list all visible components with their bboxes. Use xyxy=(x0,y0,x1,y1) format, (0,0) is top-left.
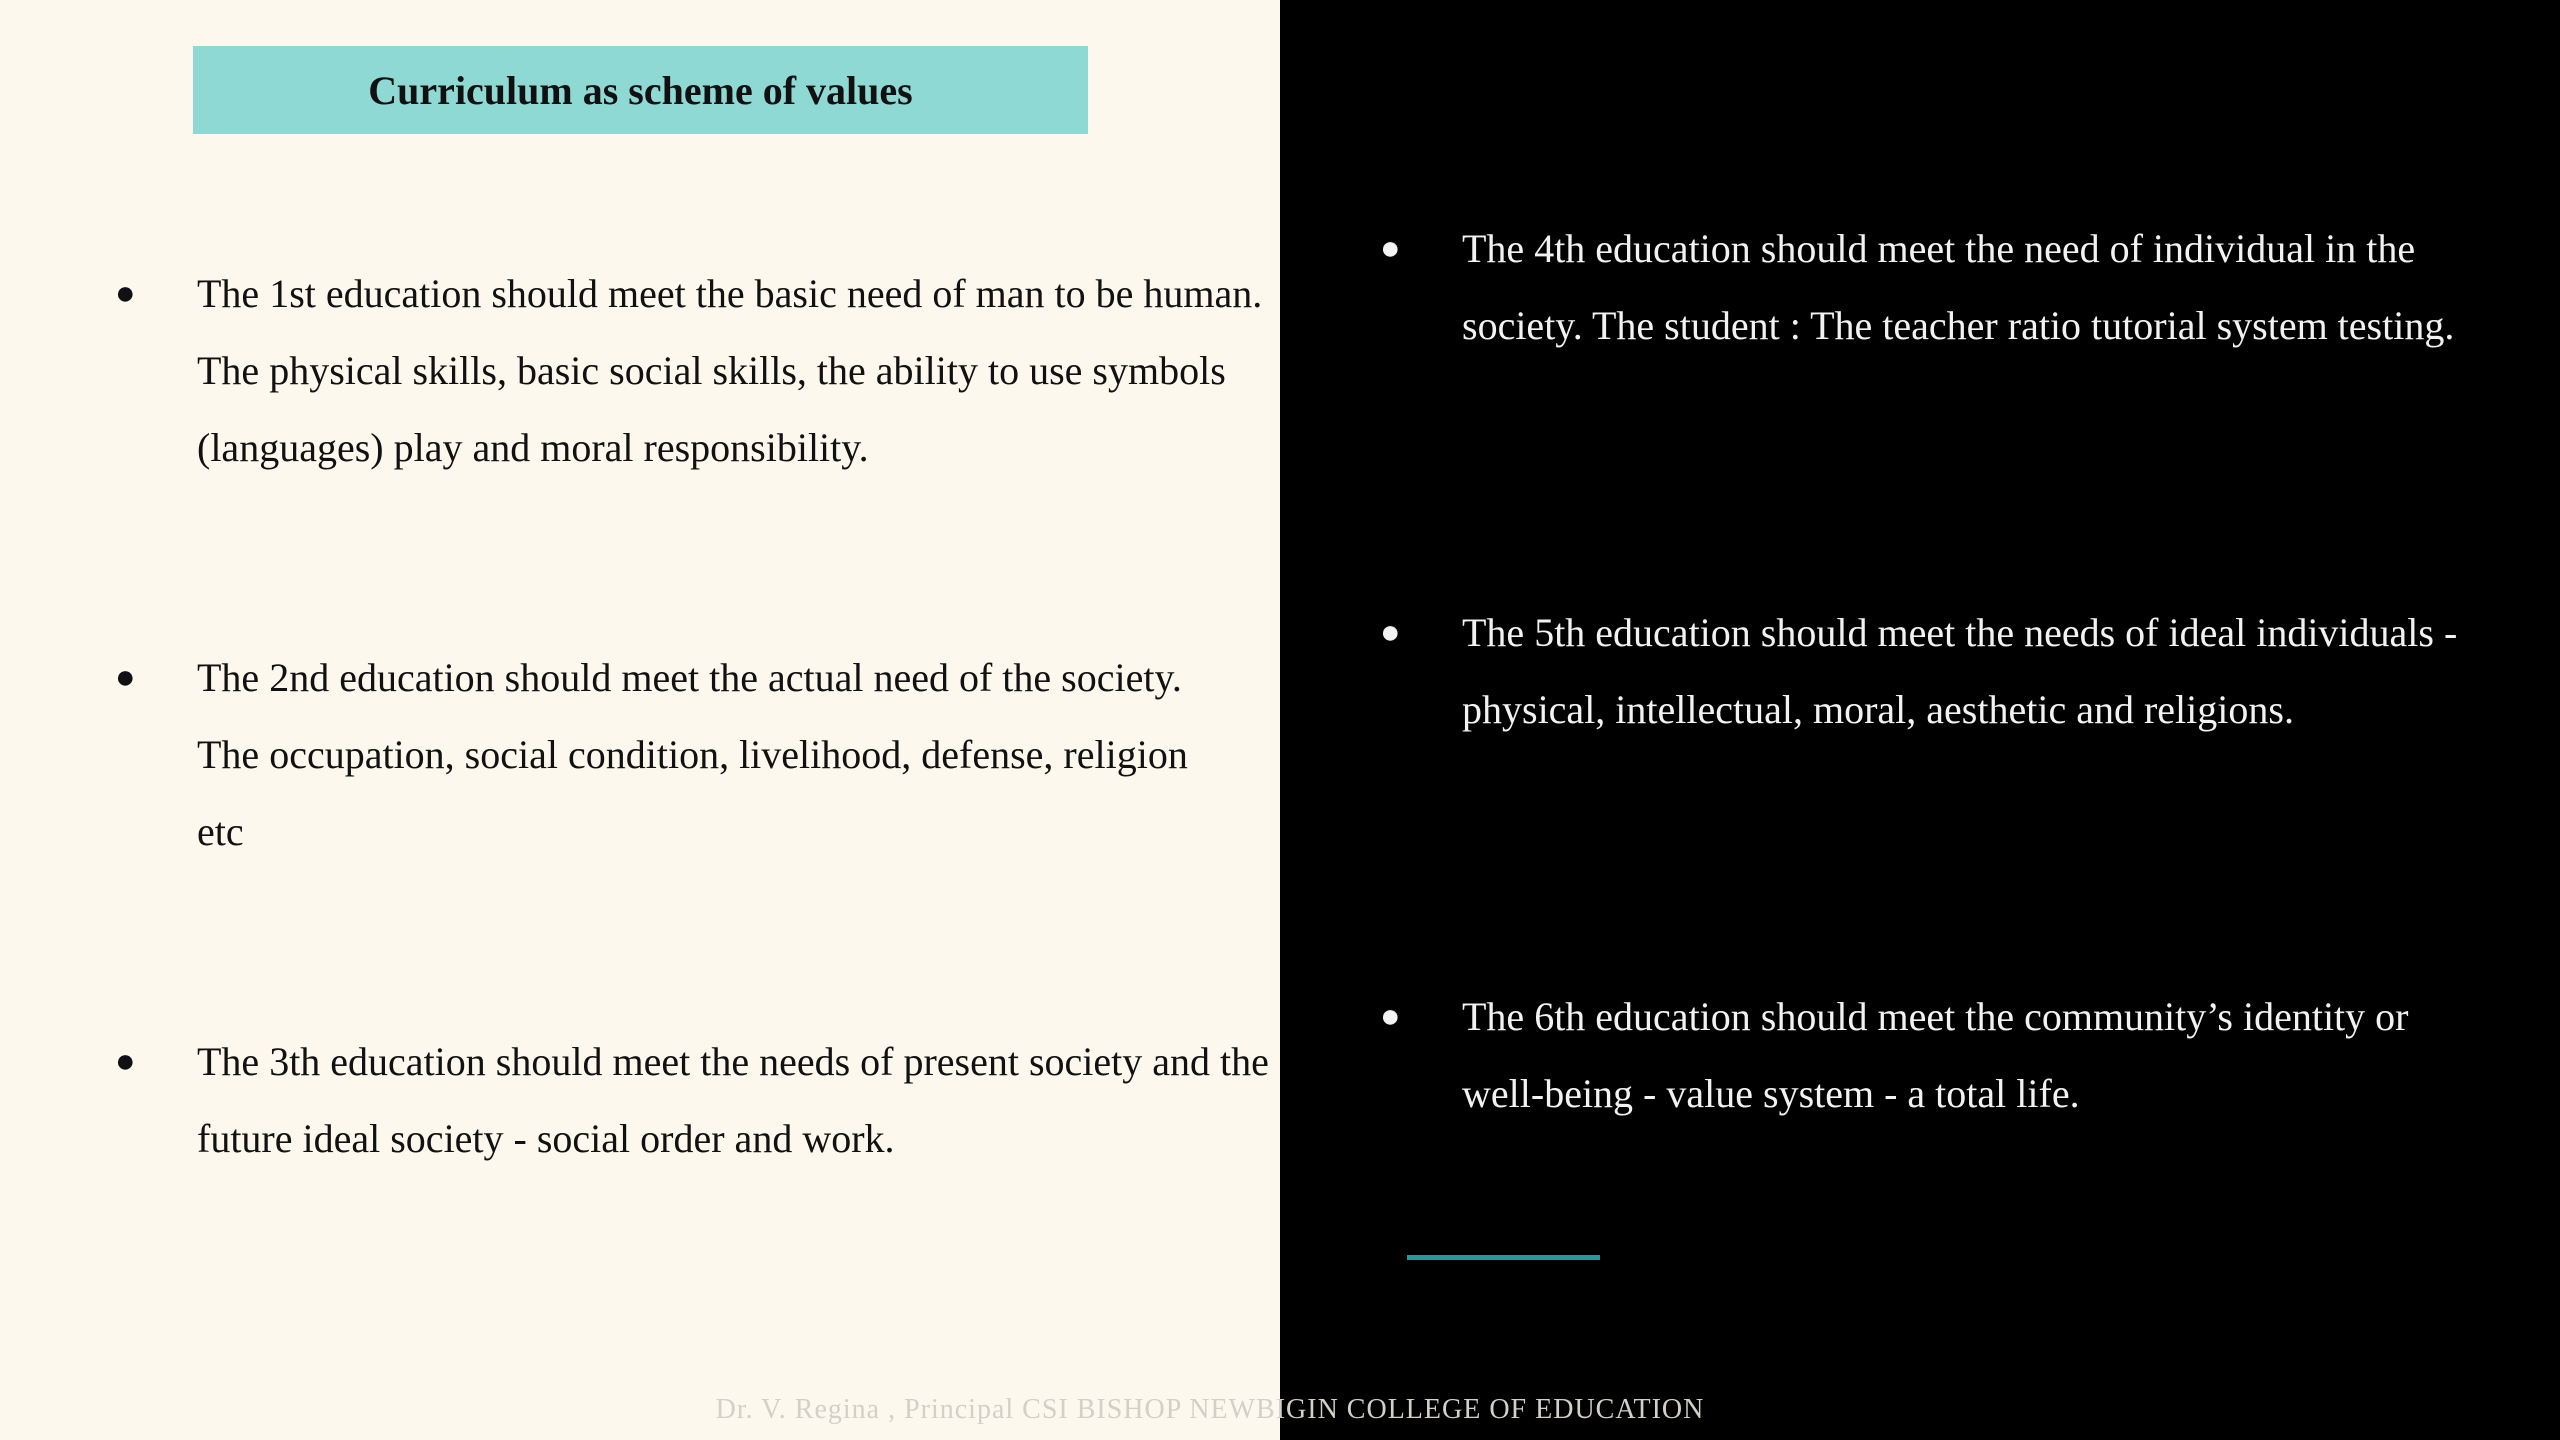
title-box xyxy=(193,46,1088,134)
footer-credit: Dr. V. Regina , Principal CSI BISHOP NEWBIGIN COLLEGE OF EDUCATION xyxy=(715,1394,1705,1425)
bullet-text-4: The 4th education should meet the need of individual in the society. The student : The teacher ratio tutorial system testing. xyxy=(1462,226,2455,348)
bullet-icon: ● xyxy=(115,659,136,696)
bullet-text-3: The 3th education should meet the needs of present society and the future ideal society - social order and work. xyxy=(197,1039,1269,1161)
slide-title: Curriculum as scheme of values xyxy=(368,67,913,113)
accent-divider xyxy=(1407,1255,1600,1260)
bullet-icon: ● xyxy=(115,1043,136,1080)
bullet-icon: ● xyxy=(1380,614,1401,651)
bullet-icon: ● xyxy=(115,275,136,312)
bullet-icon: ● xyxy=(1380,998,1401,1035)
bullet-text-5: The 5th education should meet the needs of ideal individuals - physical, intellectual, moral, aesthetic and religions. xyxy=(1462,610,2458,732)
bullet-text-2: The 2nd education should meet the actual need of the society. The occupation, social condition, livelihood, defense, religion etc xyxy=(197,655,1188,854)
right-panel xyxy=(1280,0,2560,1440)
bullet-text-6: The 6th education should meet the community’s identity or well-being - value system - a total life. xyxy=(1462,994,2409,1116)
bullet-text-1: The 1st education should meet the basic need of man to be human. The physical skills, basic social skills, the ability to use symbols (languages) play and moral responsibility. xyxy=(197,271,1263,470)
bullet-icon: ● xyxy=(1380,230,1401,267)
